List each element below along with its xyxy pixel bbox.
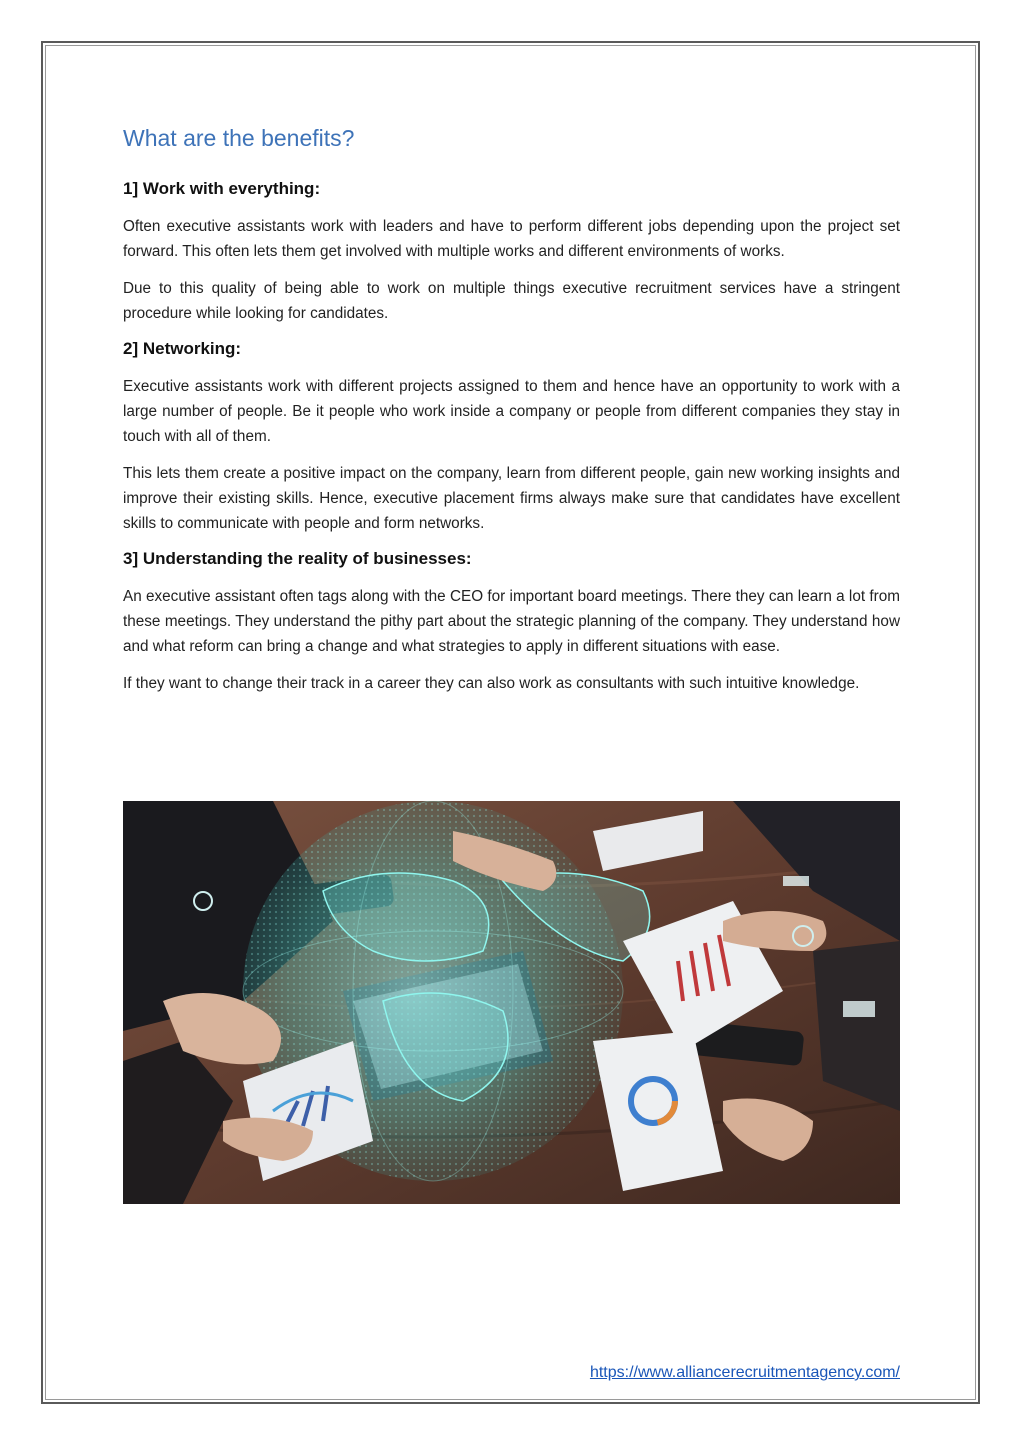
meeting-hologram-photo (123, 801, 900, 1204)
section-heading: 3] Understanding the reality of businesses: (123, 549, 472, 568)
section-understanding-businesses (123, 548, 900, 696)
page-title: What are the benefits? (123, 125, 355, 151)
document-body (123, 118, 900, 708)
paragraph: This lets them create a positive impact on the company, learn from different people, gain new working insights and improve their existing skills. Hence, executive placement firms always make sure that candidates have excellent skills to communicate with people and form networks. (123, 465, 900, 532)
paragraph: An executive assistant often tags along with the CEO for important board meetings. There they can learn a lot from these meetings. They understand the pithy part about the strategic planning of the company. They understand how and what reform can bring a change and what strategies to apply in different situations with ease. (123, 588, 900, 655)
section-heading: 1] Work with everything: (123, 179, 321, 198)
section-work-with-everything (123, 178, 900, 326)
paragraph: Due to this quality of being able to work on multiple things executive recruitment services have a stringent procedure while looking for candidates. (123, 280, 900, 322)
paragraph: If they want to change their track in a career they can also work as consultants with such intuitive knowledge. (123, 675, 860, 692)
paragraph: Executive assistants work with different projects assigned to them and hence have an opportunity to work with a large number of people. Be it people who work inside a company or people from different companies they stay in touch with all of them. (123, 378, 900, 445)
section-heading: 2] Networking: (123, 339, 242, 358)
website-link[interactable]: https://www.alliancerecruitmentagency.com/ (589, 1364, 900, 1381)
paragraph: Often executive assistants work with leaders and have to perform different jobs depending upon the project set forward. This often lets them get involved with multiple works and different environments of works. (123, 218, 900, 260)
section-networking (123, 338, 900, 536)
